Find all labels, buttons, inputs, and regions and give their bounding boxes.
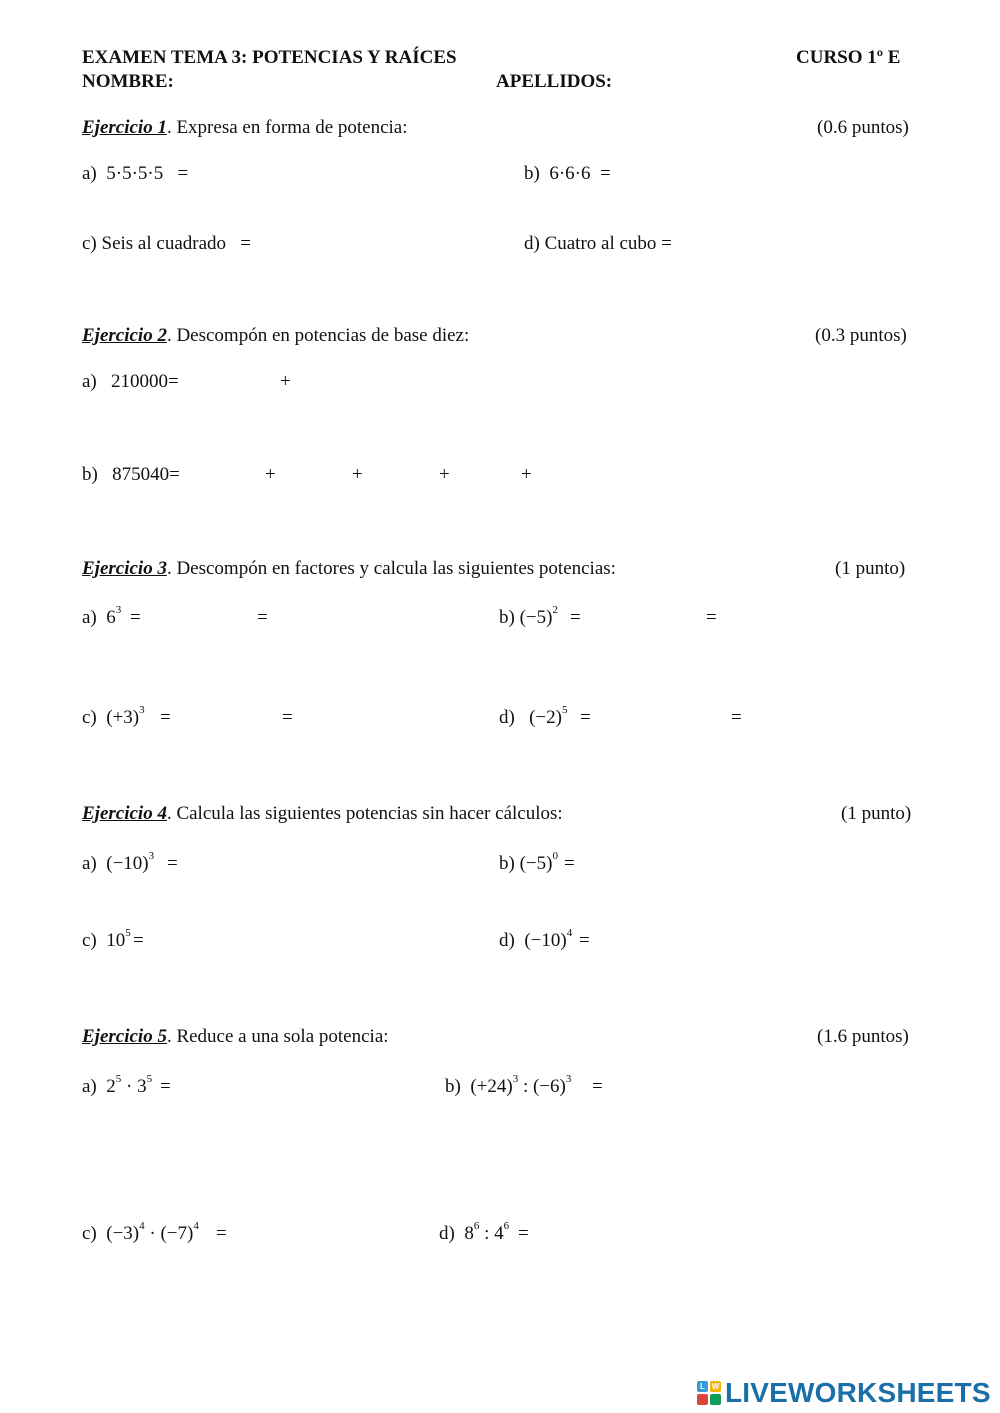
- exercise-1-heading: [82, 118, 408, 137]
- exercise-2a: a) 210000=: [82, 371, 179, 392]
- exercise-3b-base: b) (−5): [499, 607, 553, 628]
- exercise-2b-plus-4: +: [521, 464, 532, 485]
- exercise-2-instructions: . Descompón en potencias de base diez:: [166, 325, 470, 346]
- exercise-5b: [445, 1072, 572, 1097]
- exercise-4a-base: a) (−10): [82, 853, 149, 874]
- exam-title: EXAMEN TEMA 3: POTENCIAS Y RAÍCES: [82, 47, 457, 68]
- exercise-4-points: (1 punto): [841, 803, 912, 824]
- exercise-4d: [499, 926, 573, 951]
- exercise-4d-base: d) (−10): [499, 930, 567, 951]
- exercise-4b-eq: =: [564, 853, 575, 874]
- exercise-4a-exponent: 3: [148, 849, 155, 862]
- exercise-2b: b) 875040=: [82, 464, 180, 485]
- exercise-5b-exponent-1: 3: [512, 1072, 519, 1085]
- exercise-4c-exponent: 5: [125, 926, 131, 939]
- exercise-5-label: Ejercicio 5: [82, 1026, 167, 1047]
- exercise-5a-base-2: · 3: [121, 1076, 147, 1097]
- exercise-3a-eq-2: =: [257, 607, 268, 628]
- exercise-4d-eq: =: [579, 930, 590, 951]
- logo-text: LIVEWORKSHEETS: [725, 1377, 991, 1408]
- exercise-2b-plus-2: +: [352, 464, 363, 485]
- exercise-5b-eq: =: [592, 1076, 603, 1097]
- exercise-1c: c) Seis al cuadrado =: [82, 233, 251, 254]
- logo-tile-4: [710, 1394, 721, 1405]
- exercise-1b: b) 6·6·6 =: [524, 163, 611, 184]
- exercise-3b-exponent: 2: [552, 603, 558, 616]
- exercise-4-label: Ejercicio 4: [82, 803, 167, 824]
- exercise-5b-base-2: : (−6): [518, 1076, 566, 1097]
- exercise-5a-exponent-2: 5: [146, 1072, 153, 1085]
- exercise-4-instructions: . Calcula las siguientes potencias sin hacer cálculos:: [166, 803, 563, 824]
- exercise-3-points: (1 punto): [835, 558, 906, 579]
- exercise-3d-eq-1: =: [580, 707, 591, 728]
- exercise-5c-exponent-2: 4: [193, 1219, 199, 1232]
- exercise-3c-eq-1: =: [160, 707, 171, 728]
- course-label: CURSO 1º E: [796, 47, 901, 68]
- exercise-2-points: (0.3 puntos): [815, 325, 907, 346]
- logo-tile-2: W: [711, 1382, 720, 1391]
- exercise-2b-plus-1: +: [265, 464, 276, 485]
- exercise-1a: a) 5·5·5·5 =: [82, 163, 189, 184]
- exercise-1d: d) Cuatro al cubo =: [524, 233, 672, 254]
- exercise-4a-eq: =: [167, 853, 178, 874]
- exercise-5b-base-1: b) (+24): [445, 1076, 513, 1097]
- exercise-5d-exponent-2: 6: [503, 1219, 510, 1232]
- exercise-1-points: (0.6 puntos): [817, 117, 909, 138]
- exercise-5b-exponent-2: 3: [565, 1072, 572, 1085]
- exercise-1-instructions: . Expresa en forma de potencia:: [166, 117, 408, 138]
- exercise-5d-eq: =: [518, 1223, 529, 1244]
- exercise-4b-base: b) (−5): [499, 853, 553, 874]
- exercise-4-heading: [82, 804, 563, 823]
- exercise-4c: [82, 926, 131, 951]
- exercise-3-heading: [82, 559, 616, 578]
- exercise-5d: [439, 1219, 510, 1244]
- exercise-3a-base: a) 6: [82, 607, 116, 628]
- exercise-3d-base: d) (−2): [499, 707, 562, 728]
- exercise-3c: [82, 703, 145, 728]
- liveworksheets-logo: [697, 1378, 991, 1408]
- exercise-5c-base-1: c) (−3): [82, 1223, 140, 1244]
- exercise-5a-base-1: a) 2: [82, 1076, 116, 1097]
- exercise-4b-exponent: 0: [552, 849, 558, 862]
- exercise-5c: [82, 1219, 199, 1244]
- exercise-4b: [499, 849, 558, 874]
- exercise-5c-exponent-1: 4: [139, 1219, 145, 1232]
- exercise-2a-plus: +: [280, 371, 291, 392]
- exercise-5c-eq: =: [216, 1223, 227, 1244]
- exercise-5d-exponent-1: 6: [473, 1219, 480, 1232]
- logo-tile-1: L: [697, 1381, 708, 1392]
- exercise-5d-base-2: : 4: [479, 1223, 504, 1244]
- exercise-3c-base: c) (+3): [82, 707, 140, 728]
- exercise-5d-base-1: d) 8: [439, 1223, 474, 1244]
- exercise-2-label: Ejercicio 2: [82, 325, 167, 346]
- logo-grid-icon: [697, 1381, 721, 1405]
- exercise-3c-eq-2: =: [282, 707, 293, 728]
- exercise-3-instructions: . Descompón en factores y calcula las siguientes potencias:: [166, 558, 616, 579]
- surname-label: APELLIDOS:: [496, 71, 613, 92]
- exercise-5a-eq: =: [160, 1076, 171, 1097]
- exercise-2-heading: [82, 326, 469, 345]
- exercise-5c-base-2: · (−7): [144, 1223, 194, 1244]
- exercise-4c-base: c) 10: [82, 930, 126, 951]
- exercise-5-points: (1.6 puntos): [817, 1026, 909, 1047]
- exercise-4c-eq: =: [133, 930, 144, 951]
- name-label: NOMBRE:: [82, 71, 174, 92]
- exercise-5a: [82, 1072, 153, 1097]
- exercise-3b-eq-2: =: [706, 607, 717, 628]
- exercise-5-instructions: . Reduce a una sola potencia:: [166, 1026, 389, 1047]
- exercise-3-label: Ejercicio 3: [82, 558, 167, 579]
- exercise-1-label: Ejercicio 1: [82, 117, 167, 138]
- exercise-3a-eq-1: =: [130, 607, 141, 628]
- exercise-4d-exponent: 4: [566, 926, 573, 939]
- exercise-3b-eq-1: =: [570, 607, 581, 628]
- exercise-3d-eq-2: =: [731, 707, 742, 728]
- exercise-3d-exponent: 5: [561, 703, 568, 716]
- exercise-4a: [82, 849, 155, 874]
- exercise-3d: [499, 703, 568, 728]
- exercise-2b-plus-3: +: [439, 464, 450, 485]
- exercise-3c-exponent: 3: [139, 703, 145, 716]
- logo-tile-3: [697, 1394, 708, 1405]
- exercise-5-heading: [82, 1027, 389, 1046]
- exercise-3b: [499, 603, 558, 628]
- exercise-5a-exponent-1: 5: [115, 1072, 122, 1085]
- exercise-3a: [82, 603, 122, 628]
- exercise-3a-exponent: 3: [115, 603, 122, 616]
